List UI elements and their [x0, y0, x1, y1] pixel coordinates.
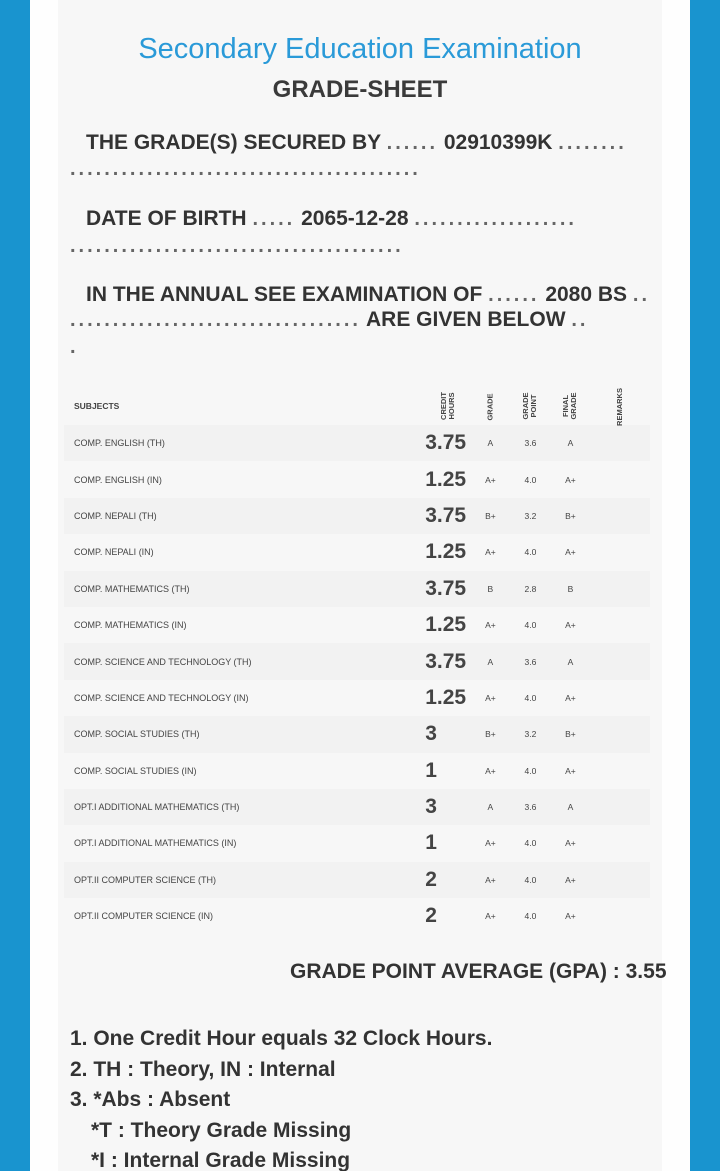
subject-cell: COMP. ENGLISH (TH): [64, 425, 425, 461]
grade-point-cell: 3.6: [510, 643, 550, 679]
final-grade-cell: B+: [550, 716, 590, 752]
table-row: [64, 534, 650, 570]
grade-point-cell: 4.0: [510, 862, 550, 898]
dots: ..: [632, 284, 651, 306]
remarks-cell: [590, 534, 650, 570]
final-grade-cell: A: [550, 425, 590, 461]
note-item: 1. One Credit Hour equals 32 Clock Hours.: [70, 1027, 493, 1050]
credit-hours-cell: 1.25: [425, 467, 467, 491]
subject-cell: OPT.I ADDITIONAL MATHEMATICS (TH): [64, 789, 425, 825]
table-row: [64, 498, 650, 534]
table-row: [64, 825, 650, 861]
subject-cell: COMP. NEPALI (IN): [74, 547, 154, 558]
grade-point-cell: 3.2: [510, 716, 550, 752]
final-grade-cell: A+: [550, 862, 590, 898]
subject-cell: OPT.II COMPUTER SCIENCE (IN): [74, 911, 214, 922]
header-subjects: SUBJECTS: [74, 401, 120, 411]
credit-hours-cell: 3.75: [425, 425, 470, 461]
exam-label: IN THE ANNUAL SEE EXAMINATION OF: [86, 283, 483, 306]
given-below-label: ARE GIVEN BELOW: [366, 308, 566, 331]
credit-hours-cell: 3: [425, 789, 470, 825]
grade-sheet-page: [30, 0, 690, 1171]
table-row: [64, 571, 650, 607]
header-credit-hours-label: CREDIT HOURS: [438, 392, 456, 420]
table-row: [64, 425, 650, 461]
dots: ..................................: [70, 309, 361, 331]
grade-cell: A: [470, 425, 510, 461]
grades-table-body: [64, 425, 650, 934]
grade-point-cell: 4.0: [524, 838, 537, 849]
subject-cell: COMP. NEPALI (TH): [64, 498, 425, 534]
grade-cell: B: [470, 571, 510, 607]
dots: .....: [252, 208, 296, 230]
dotted-line: .......................................: [70, 235, 404, 257]
grade-point-cell: 4.0: [524, 765, 537, 776]
header-remarks-label: REMARKS: [615, 388, 625, 426]
final-grade-cell: A: [550, 643, 590, 679]
final-grade-cell: A+: [565, 911, 576, 922]
final-grade-cell: B: [550, 571, 590, 607]
credit-hours-cell: 3.75: [425, 643, 470, 679]
remarks-cell: [590, 898, 650, 934]
grade-cell: A+: [470, 862, 510, 898]
remarks-cell: [590, 680, 650, 716]
table-row: [64, 789, 650, 825]
final-grade-cell: A+: [565, 547, 576, 558]
header-grade-point-label: GRADE POINT: [521, 392, 539, 420]
exam-line: [86, 283, 650, 307]
header-grade: [470, 387, 510, 425]
grade-cell: A+: [485, 474, 496, 485]
remarks-cell: [590, 425, 650, 461]
grade-cell: A+: [485, 547, 496, 558]
table-row: [64, 643, 650, 679]
credit-hours-cell: 1: [425, 831, 437, 855]
grade-cell: A+: [485, 838, 496, 849]
notes-list: [70, 1024, 492, 1171]
remarks-cell: [590, 862, 650, 898]
credit-hours-cell: 3.75: [425, 498, 470, 534]
remarks-cell: [590, 571, 650, 607]
subject-cell: COMP. SCIENCE AND TECHNOLOGY (IN): [74, 692, 249, 703]
header-credit-hours: [425, 387, 470, 425]
remarks-cell: [590, 789, 650, 825]
final-grade-cell: A+: [565, 620, 576, 631]
dots: ......: [386, 132, 438, 154]
grade-point-cell: 4.0: [524, 911, 537, 922]
note-item: *I : Internal Grade Missing: [91, 1149, 351, 1171]
subject-cell: COMP. SCIENCE AND TECHNOLOGY (TH): [64, 643, 425, 679]
exam-year: 2080 BS: [545, 283, 628, 306]
table-header-row: [64, 387, 650, 425]
grade-cell: A+: [485, 911, 496, 922]
credit-hours-cell: 2: [425, 904, 437, 928]
grade-cell: A+: [485, 620, 496, 631]
remarks-cell: [590, 825, 650, 861]
note-item: 2. TH : Theory, IN : Internal: [70, 1057, 336, 1081]
dots: ...................: [414, 208, 577, 230]
subject-cell: COMP. SOCIAL STUDIES (IN): [74, 765, 197, 776]
credit-hours-cell: 3.75: [425, 571, 470, 607]
table-row: [64, 862, 650, 898]
grades-table: [64, 387, 650, 934]
grade-cell: A+: [485, 765, 496, 776]
subject-cell: COMP. MATHEMATICS (TH): [64, 571, 425, 607]
dotted-line: .: [70, 336, 79, 358]
header-final-grade: [550, 387, 590, 425]
dots: ......: [488, 284, 540, 306]
header-grade-label: GRADE: [485, 393, 495, 421]
remarks-cell: [590, 716, 650, 752]
secured-by-label: THE GRADE(S) SECURED BY: [86, 131, 381, 154]
final-grade-cell: B+: [550, 498, 590, 534]
credit-hours-cell: 3: [425, 716, 470, 752]
remarks-cell: [590, 607, 650, 643]
grade-point-cell: 4.0: [524, 474, 537, 485]
grade-cell: A+: [485, 692, 496, 703]
table-row: [64, 607, 650, 643]
final-grade-cell: A+: [565, 765, 576, 776]
grade-cell: B+: [470, 498, 510, 534]
note-item: *T : Theory Grade Missing: [91, 1118, 352, 1142]
final-grade-cell: A: [550, 789, 590, 825]
grade-point-cell: 4.0: [524, 620, 537, 631]
grade-point-cell: 4.0: [524, 547, 537, 558]
credit-hours-cell: 2: [425, 862, 470, 898]
table-row: [64, 898, 650, 934]
credit-hours-cell: 1.25: [425, 685, 467, 709]
final-grade-cell: A+: [565, 838, 576, 849]
subject-cell: COMP. SOCIAL STUDIES (TH): [64, 716, 425, 752]
header-final-grade-label: FINAL GRADE: [561, 392, 579, 420]
grade-cell: B+: [470, 716, 510, 752]
credit-hours-cell: 1.25: [425, 540, 467, 564]
table-row: [64, 461, 650, 497]
grade-point-cell: 3.2: [510, 498, 550, 534]
grade-cell: A: [470, 643, 510, 679]
remarks-cell: [590, 498, 650, 534]
credit-hours-cell: 1: [425, 758, 437, 782]
grade-point-cell: 4.0: [524, 692, 537, 703]
grade-point-cell: 3.6: [510, 789, 550, 825]
credit-hours-cell: 1.25: [425, 613, 467, 637]
secured-by-line: [86, 131, 627, 155]
grade-cell: A: [470, 789, 510, 825]
note-item: 3. *Abs : Absent: [70, 1088, 231, 1111]
remarks-cell: [590, 461, 650, 497]
grade-point-cell: 3.6: [510, 425, 550, 461]
final-grade-cell: A+: [565, 692, 576, 703]
dob-line: [86, 207, 577, 231]
symbol-number: 02910399K: [443, 131, 553, 154]
dotted-line: .........................................: [70, 158, 421, 180]
dob-value: 2065-12-28: [301, 207, 409, 230]
exam-title: Secondary Education Examination: [138, 33, 582, 65]
dob-label: DATE OF BIRTH: [86, 207, 247, 230]
header-grade-point: [510, 387, 550, 425]
dots: ..: [571, 309, 589, 331]
given-below-line: [70, 308, 588, 332]
table-row: [64, 680, 650, 716]
remarks-cell: [590, 753, 650, 789]
gpa-summary: GRADE POINT AVERAGE (GPA) : 3.55: [290, 960, 667, 983]
table-row: [64, 753, 650, 789]
grade-point-cell: 2.8: [510, 571, 550, 607]
subject-cell: OPT.II COMPUTER SCIENCE (TH): [64, 862, 425, 898]
subject-cell: OPT.I ADDITIONAL MATHEMATICS (IN): [74, 838, 237, 849]
grade-sheet-heading: GRADE-SHEET: [272, 76, 448, 103]
subject-cell: COMP. ENGLISH (IN): [74, 474, 162, 485]
final-grade-cell: A+: [565, 474, 576, 485]
header-remarks: [590, 387, 650, 425]
remarks-cell: [590, 643, 650, 679]
dots: ........: [558, 132, 627, 154]
table-row: [64, 716, 650, 752]
subject-cell: COMP. MATHEMATICS (IN): [74, 620, 187, 631]
